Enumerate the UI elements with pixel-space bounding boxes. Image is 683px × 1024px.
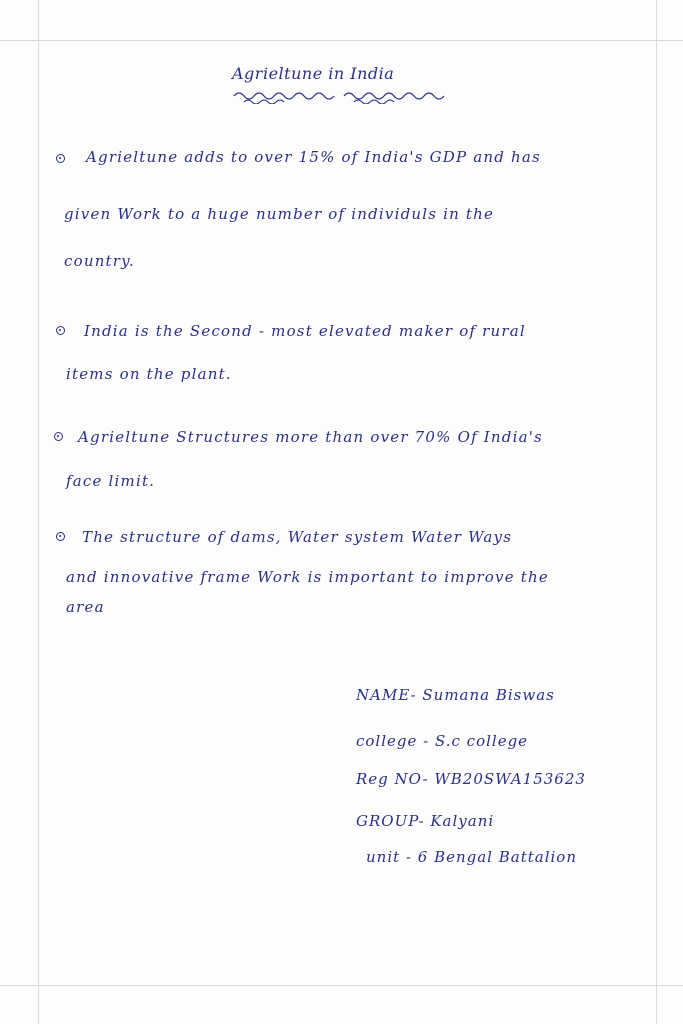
page-rule-top <box>0 40 683 41</box>
page-margin-left <box>38 0 39 1024</box>
page-margin-right <box>656 0 657 1024</box>
paragraph-1-line-2: given Work to a huge number of individuls in the <box>64 205 495 223</box>
paragraph-3-line-2: face limit. <box>66 472 156 490</box>
paragraph-2-line-1: India is the Second - most elevated maker of rural <box>84 322 526 340</box>
signature-unit: unit - 6 Bengal Battalion <box>366 848 577 866</box>
paragraph-4-line-3: area <box>66 598 105 616</box>
page-title: Agrieltune in India <box>232 64 395 83</box>
signature-name: NAME- Sumana Biswas <box>356 686 555 704</box>
paragraph-2-line-2: items on the plant. <box>66 365 232 383</box>
bullet-point-icon <box>56 532 65 541</box>
paragraph-1-line-1: Agrieltune adds to over 15% of India's GDP and has <box>86 148 541 166</box>
bullet-point-icon <box>54 432 63 441</box>
paragraph-3-line-1: Agrieltune Structures more than over 70% Of India's <box>78 428 543 446</box>
signature-group: GROUP- Kalyani <box>356 812 495 830</box>
signature-reg-no: Reg NO- WB20SWA153623 <box>356 770 586 788</box>
paragraph-4-line-1: The structure of dams, Water system Water Ways <box>82 528 513 546</box>
paragraph-1-line-3: country. <box>64 252 135 270</box>
bullet-point-icon <box>56 326 65 335</box>
page-rule-bottom <box>0 985 683 986</box>
signature-college: college - S.c college <box>356 732 529 750</box>
paragraph-4-line-2: and innovative frame Work is important to improve the <box>66 568 549 586</box>
bullet-point-icon <box>56 154 65 163</box>
title-underline-squiggle <box>232 88 452 104</box>
